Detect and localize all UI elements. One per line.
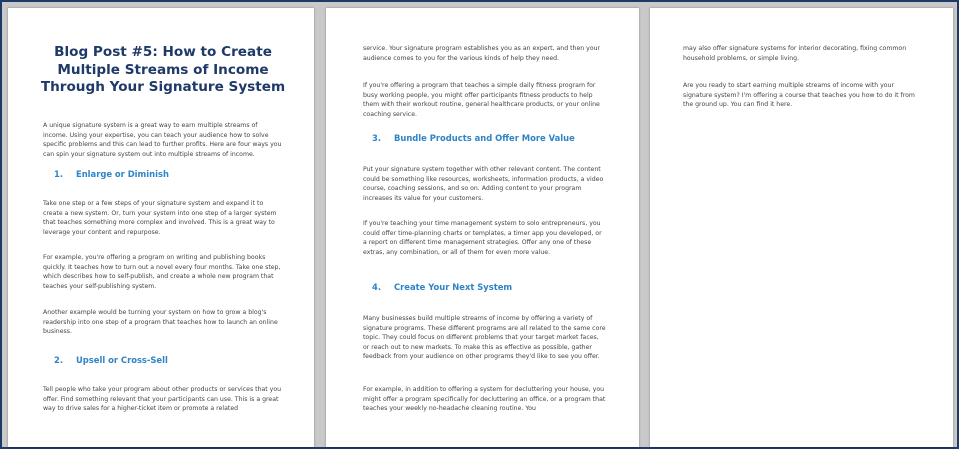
paragraph: If you're offering a program that teaches a simple daily fitness program for busy working people, you might offer participants fitness products to help them with their workout routine, general healthcare products, or your online coaching service. xyxy=(363,82,600,118)
heading-upsell-or-cross-sell xyxy=(54,355,168,366)
heading-number: 2. xyxy=(54,355,64,365)
page-title: Blog Post #5: How to Create Multiple Streams of Income Through Your Signature System xyxy=(40,44,286,95)
paragraph: Are you ready to start earning multiple streams of income with your signature system? I'm offering a course that teaches you how to do it from the ground up. You can find it here. xyxy=(683,82,915,109)
document-page-2 xyxy=(326,8,639,447)
document-page-3 xyxy=(650,8,953,447)
paragraph: For example, you're offering a program on writing and publishing books quickly. It teaches how to turn out a novel every four months. Take one step, which describes how to self-publish, and create a whole new program that teaches your self-publishing system. xyxy=(43,254,281,290)
paragraph: For example, in addition to offering a system for decluttering your house, you might offer a program specifically for decluttering an office, or a program that teaches your weekly no-headache cleaning routine. You xyxy=(363,386,606,413)
heading-enlarge-or-diminish xyxy=(54,169,169,180)
paragraph: may also offer signature systems for interior decorating, fixing common household problems, or simple living. xyxy=(683,45,907,62)
heading-number: 1. xyxy=(54,169,64,179)
heading-number: 4. xyxy=(372,282,382,292)
paragraph: Many businesses build multiple streams of income by offering a variety of signature programs. These different programs are all related to the same core topic. They could focus on different problems that your target market faces, or reach out to new markets. To make this as effective as possible, gather feedback from your audience on other programs they'd like to see you offer. xyxy=(363,315,606,361)
paragraph: service. Your signature program establishes you as an expert, and then your audience comes to you for the various kinds of help they need. xyxy=(363,45,601,62)
paragraph: If you're teaching your time management system to solo entrepreneurs, you could offer time-planning charts or templates, a timer app you developed, or a report on different time management strategies. Offer any one of these extras, any combination, or all of them for even more value. xyxy=(363,220,602,256)
heading-create-next-system xyxy=(372,282,512,293)
paragraph: Tell people who take your program about other products or services that you offer. Find something relevant that your participants can use. This is a great way to drive sales for a higher-ticket item or promote a related xyxy=(43,386,282,413)
heading-text: Upsell or Cross-Sell xyxy=(76,355,168,365)
paragraph: Put your signature system together with other relevant content. The content could be something like resources, worksheets, information products, a video course, coaching sessions, and so on. Adding content to your program increases its value for your customers. xyxy=(363,166,604,202)
heading-text: Bundle Products and Offer More Value xyxy=(394,133,575,143)
heading-number: 3. xyxy=(372,133,382,143)
document-page-1 xyxy=(8,8,314,447)
paragraph: Another example would be turning your system on how to grow a blog's readership into one step of a program that teaches how to launch an online business. xyxy=(43,309,278,336)
heading-text: Create Your Next System xyxy=(394,282,513,292)
intro-paragraph: A unique signature system is a great way to earn multiple streams of income. Using your expertise, you can teach your audience how to solve specific problems and this can lead to further profits. Here are four ways you can spin your signature system out into multiple streams of income. xyxy=(43,122,282,158)
heading-text: Enlarge or Diminish xyxy=(76,169,169,179)
heading-bundle-products xyxy=(372,133,575,144)
paragraph: Take one step or a few steps of your signature system and expand it to create a new system. Or, turn your system into one step of a larger system that teaches something more complex and involved. This is a great way to leverage your content and repurpose. xyxy=(43,200,277,236)
